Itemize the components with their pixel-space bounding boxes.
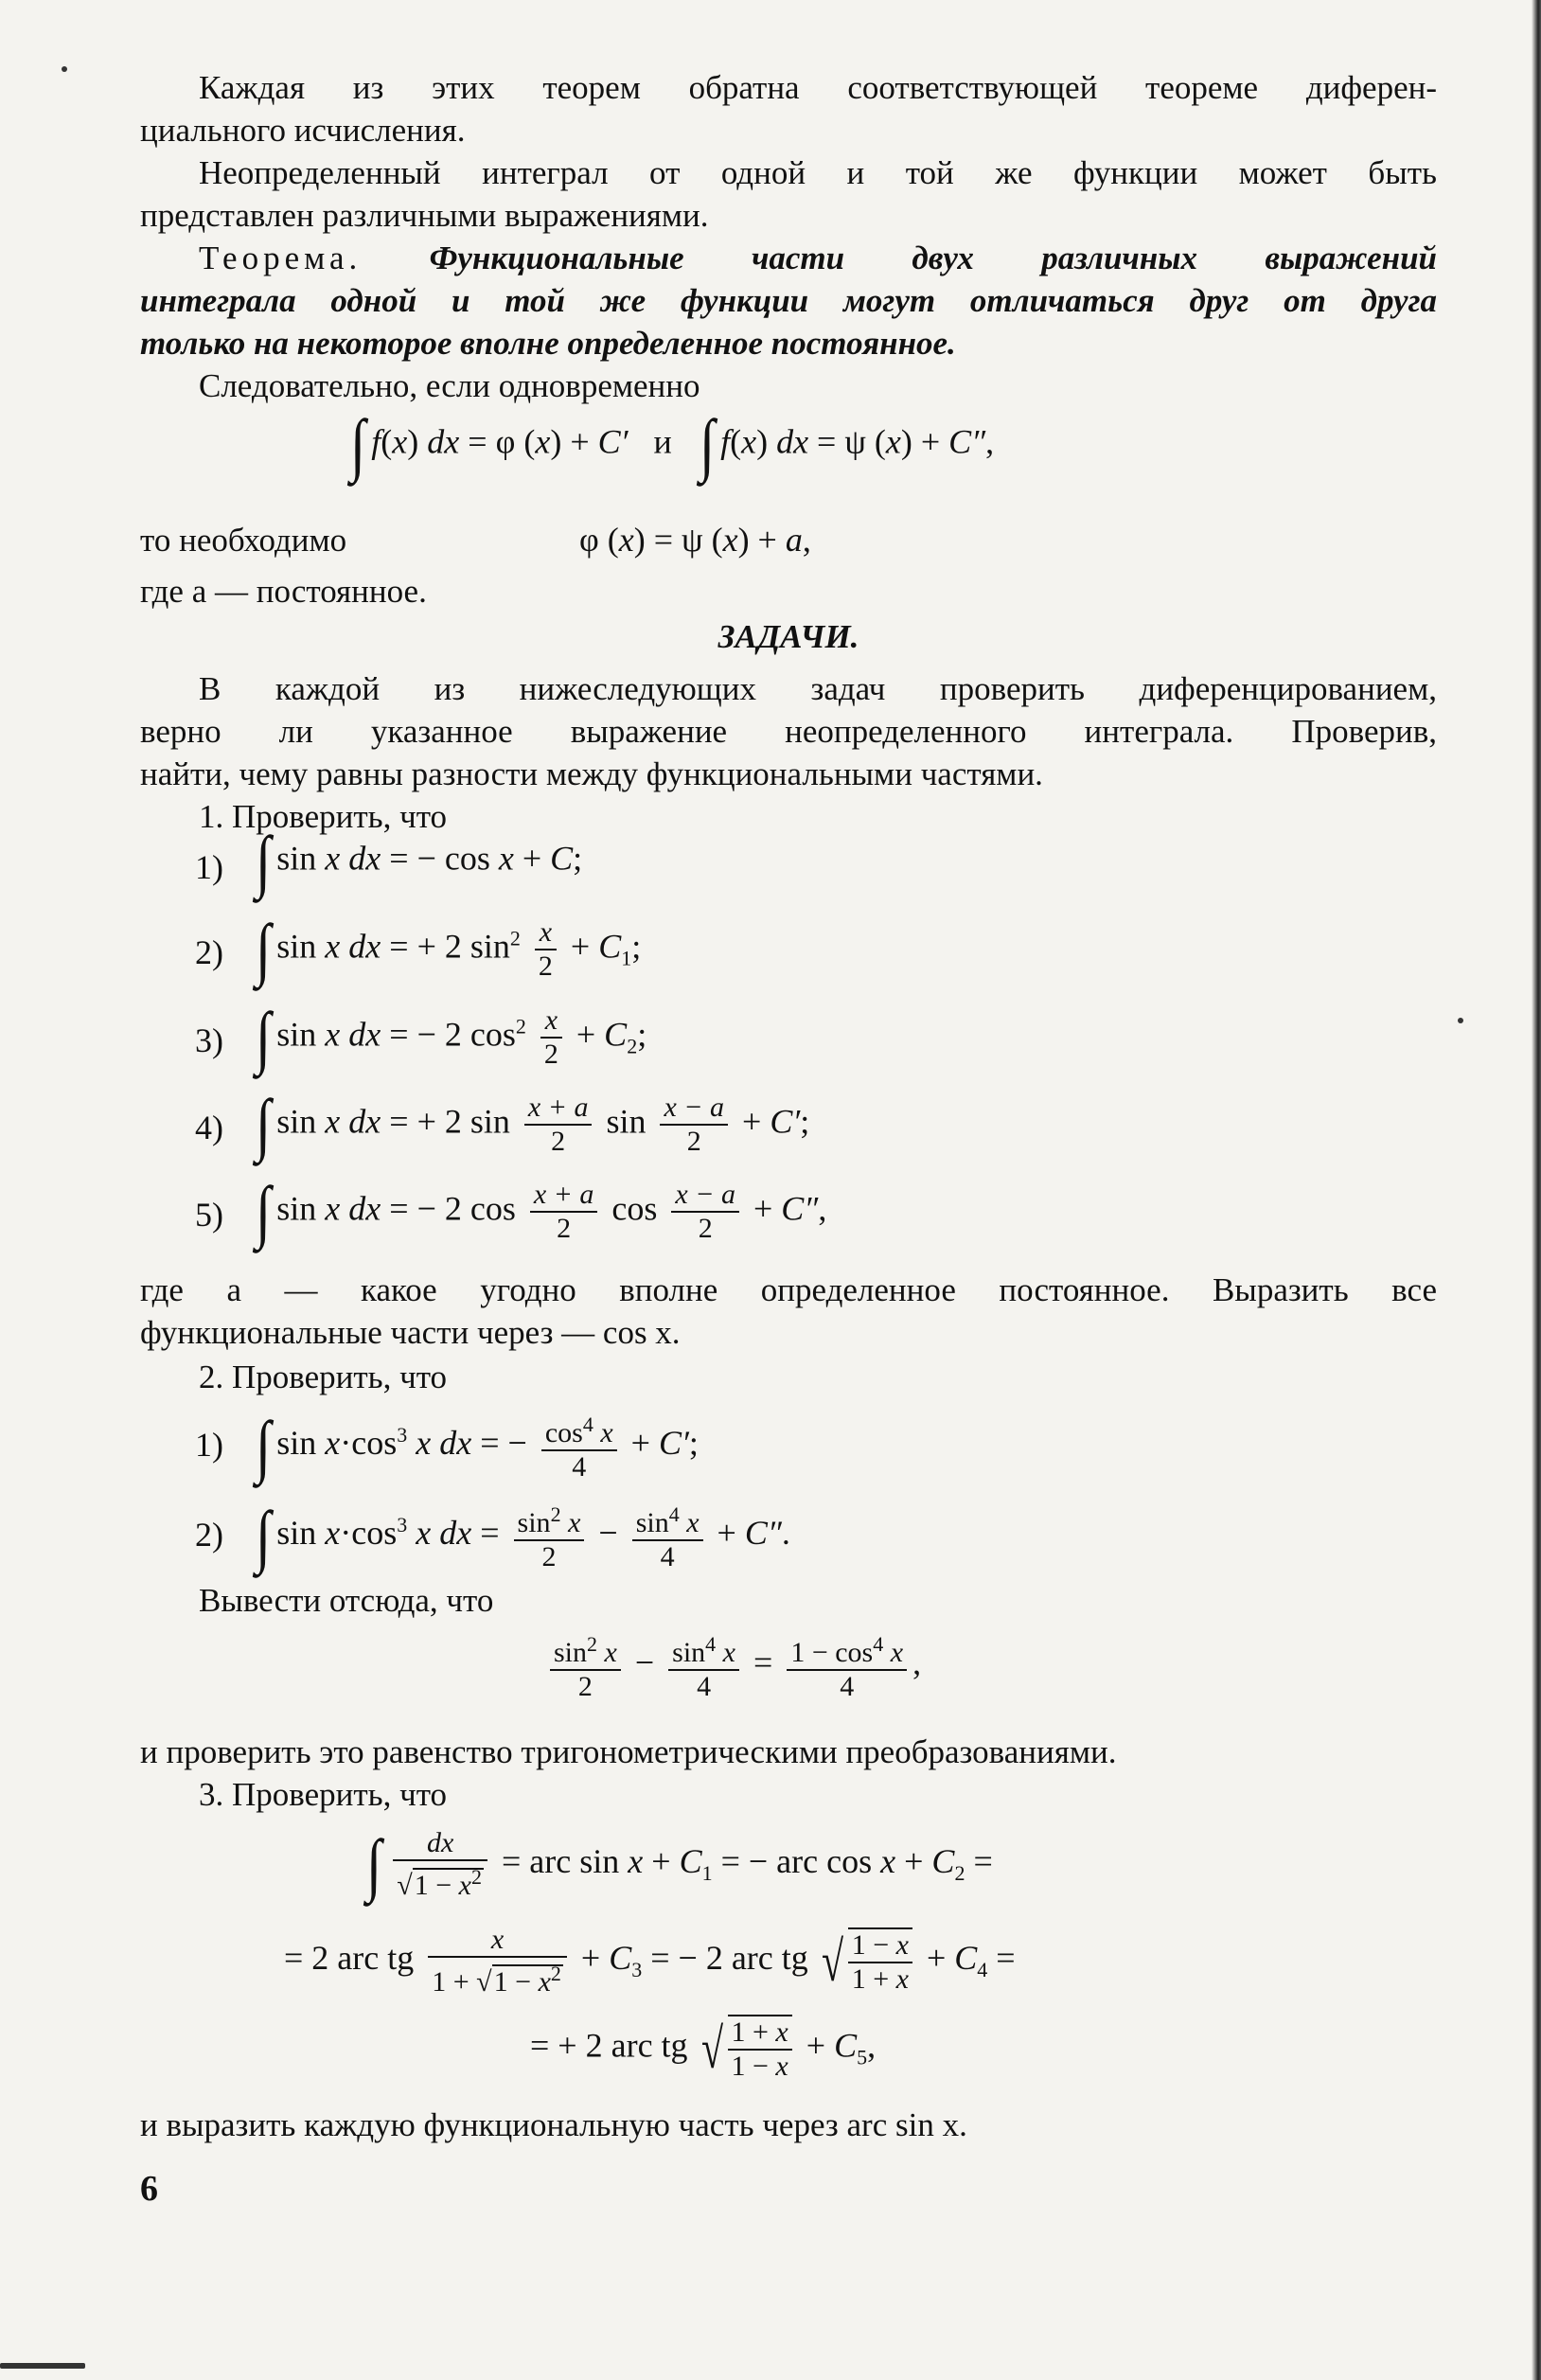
formula-phi-psi: φ (x) = ψ (x) + a,	[579, 521, 811, 559]
theorem-text-1: Функциональные части двух различных выражений	[429, 240, 1438, 276]
paragraph-2-line-2: представлен различными выражениями.	[140, 197, 709, 234]
item-number: 2)	[195, 933, 223, 971]
task-3-label: 3. Проверить, что	[199, 1776, 448, 1813]
and-word: и	[653, 422, 672, 461]
formula-1-2: ∫ sin x dx = + 2 $\sin^2$ $\frac{x}{2}$ + $C_1$;	[256, 911, 642, 988]
tasks-heading: ЗАДАЧИ.	[717, 618, 859, 655]
bottom-smudge	[0, 2363, 85, 2369]
speck	[62, 66, 67, 72]
task-2-derive: Вывести отсюда, что	[199, 1582, 494, 1619]
formula-1-1: ∫ sin x dx = − cos x + C;	[256, 823, 583, 900]
necessary-label: то необходимо	[140, 522, 347, 559]
formula-2-2: ∫ $\sin x\cdot\cos^3$ x dx = $\frac{\sin^2 x}{2}$ − $\frac{\sin^4 x}{4}$ + C″.	[256, 1497, 790, 1575]
formula-3-line-2: = 2 arc tg $\frac{x}{1 + √1 - x^2}$ + $C_3$ = − 2 arc tg √ $\frac{1 - x}{1 + x}$ + $C_4$ =	[284, 1924, 1016, 1998]
theorem-label: Теорема.	[199, 240, 363, 276]
formula-3-line-3: = + 2 arc tg √ $\frac{1 + x}{1 - x}$ + $C_5$,	[530, 2016, 877, 2082]
therefore-line: Следовательно, если одновременно	[199, 367, 700, 404]
theorem-line-1	[140, 237, 1437, 279]
task-1-label: 1. Проверить, что	[199, 798, 448, 835]
formula-1-4: ∫ sin x dx = + 2 sin $\frac{x + a}{2}$ sin $\frac{x - a}{2}$ + C′;	[256, 1086, 810, 1163]
task-3-express: и выразить каждую функциональную часть через arc sin x.	[140, 2106, 967, 2143]
item-number: 1)	[195, 1426, 223, 1464]
paragraph-1-line-2: циального исчисления.	[140, 112, 466, 149]
formula-two-integrals: ∫ f(x) dx = φ (x) + C′ и ∫ f(x) dx = ψ (x) + C″,	[350, 406, 995, 484]
item-number: 3)	[195, 1021, 223, 1059]
task-2-label: 2. Проверить, что	[199, 1359, 448, 1395]
tasks-intro-1: В каждой из нижеследующих задач проверить диференцированием,	[199, 670, 1437, 707]
where-a-line: где a — постоянное.	[140, 573, 427, 610]
speck	[1458, 1018, 1463, 1023]
paragraph-2-line-1: Неопределенный интеграл от одной и той же функции может быть	[199, 154, 1437, 191]
page-edge-shadow	[1532, 0, 1541, 2380]
item-number: 5)	[195, 1196, 223, 1234]
tasks-intro-3: найти, чему равны разности между функциональными частями.	[140, 755, 1043, 792]
formula-1-3: ∫ sin x dx = − 2 $\cos^2$ $\frac{x}{2}$ + $C_2$;	[256, 999, 647, 1076]
task-2-check: и проверить это равенство тригонометрическими преобразованиями.	[140, 1733, 1117, 1770]
formula-2-derived: $\frac{\sin^2 x}{2}$ − $\frac{\sin^4 x}{4}$ = $\frac{1 - \cos^4 x}{4}$ ,	[544, 1628, 921, 1703]
task-1-note-2: функциональные части через — cos x.	[140, 1314, 681, 1351]
page-number: 6	[140, 2169, 158, 2209]
formula-3-line-1: ∫ $\frac{dx}{√1 - x^2}$ = arc $\sin x + C_1$ = − arc $\cos x + C_2$ =	[366, 1825, 993, 1904]
item-number: 4)	[195, 1109, 223, 1146]
task-1-note-1: где a — какое угодно вполне определенное постоянное. Выразить все	[140, 1271, 1437, 1308]
formula-1-5: ∫ sin x dx = − 2 cos $\frac{x + a}{2}$ cos $\frac{x - a}{2}$ + C″,	[256, 1173, 827, 1251]
paragraph-1-line-1: Каждая из этих теорем обратна соответствующей теореме диферен-	[199, 69, 1437, 106]
theorem-line-2: интеграла одной и той же функции могут отличаться друг от друга	[140, 282, 1437, 319]
item-number: 2)	[195, 1516, 223, 1554]
theorem-line-3: только на некоторое вполне определенное постоянное.	[140, 325, 956, 362]
tasks-intro-2: верно ли указанное выражение неопределенного интеграла. Проверив,	[140, 713, 1437, 750]
item-number: 1)	[195, 848, 223, 886]
formula-2-1: ∫ $\sin x\cdot\cos^3$ x dx = − $\frac{\cos^4 x}{4}$ + C′;	[256, 1407, 699, 1485]
